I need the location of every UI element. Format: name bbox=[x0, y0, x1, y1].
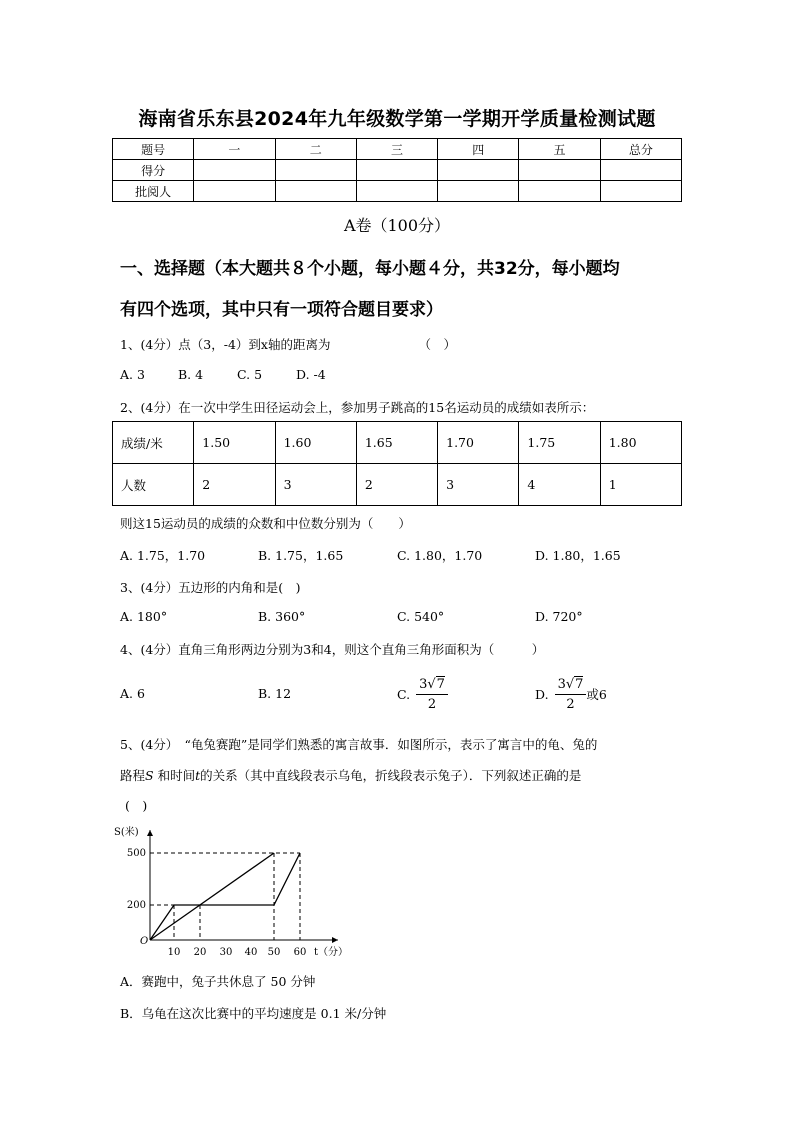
origin-label: O bbox=[140, 936, 149, 947]
part1-heading-line2: 有四个选项，其中只有一项符合题目要求） bbox=[120, 300, 443, 320]
q2-data-table bbox=[112, 421, 682, 506]
q3-option-a: A. 180° bbox=[120, 609, 168, 624]
score-cell bbox=[600, 160, 681, 181]
q4-option-c-label: C. bbox=[397, 686, 411, 702]
q4-option-a: A. 6 bbox=[120, 686, 145, 701]
score-cell bbox=[600, 181, 681, 202]
score-cell: 四 bbox=[438, 139, 519, 160]
q4-option-b: B. 12 bbox=[258, 686, 292, 701]
table-row bbox=[113, 464, 682, 506]
score-cell bbox=[275, 181, 356, 202]
q5-answer-paren: ( ) bbox=[125, 798, 148, 813]
q2-option-d: D. 1.80，1.65 bbox=[535, 548, 621, 563]
score-table bbox=[112, 138, 682, 202]
q4-frac-radicand: 7 bbox=[436, 676, 445, 692]
table-cell: 2 bbox=[194, 464, 275, 506]
table-cell: 1.60 bbox=[275, 422, 356, 464]
q4-option-d-fraction bbox=[555, 677, 587, 712]
table-cell: 1 bbox=[600, 464, 681, 506]
score-cell: 总分 bbox=[600, 139, 681, 160]
q1-option-d: D. -4 bbox=[296, 367, 326, 382]
q1-option-c: C. 5 bbox=[237, 367, 263, 382]
sqrt-icon: √ bbox=[427, 676, 436, 692]
q4-frac-coef: 3 bbox=[557, 676, 566, 692]
q4-frac-den: 2 bbox=[427, 696, 437, 712]
score-table-row bbox=[113, 139, 682, 160]
table-cell: 成绩/米 bbox=[113, 422, 194, 464]
score-cell: 五 bbox=[519, 139, 600, 160]
score-cell bbox=[438, 181, 519, 202]
table-cell: 3 bbox=[438, 464, 519, 506]
score-cell bbox=[275, 160, 356, 181]
score-cell: 一 bbox=[194, 139, 275, 160]
sqrt-icon: √ bbox=[565, 676, 575, 692]
q5-graph bbox=[110, 822, 370, 964]
q4-option-d-label: D. bbox=[535, 686, 549, 702]
q1-stem-line bbox=[120, 335, 690, 353]
q5-var-t: t bbox=[195, 768, 201, 783]
score-cell bbox=[356, 160, 437, 181]
x-tick-label: 40 bbox=[244, 947, 258, 958]
x-tick-label: 20 bbox=[193, 947, 207, 958]
q3-option-d: D. 720° bbox=[535, 609, 583, 624]
score-cell bbox=[194, 181, 275, 202]
q2-option-c: C. 1.80，1.70 bbox=[397, 548, 483, 563]
q5-line2 bbox=[120, 766, 690, 784]
q4-option-c-fraction bbox=[416, 677, 448, 712]
y-tick-label: 500 bbox=[126, 848, 146, 859]
exam-title: 海南省乐东县2024年九年级数学第一学期开学质量检测试题 bbox=[138, 108, 656, 130]
table-cell: 1.80 bbox=[600, 422, 681, 464]
table-cell: 3 bbox=[275, 464, 356, 506]
q5-line1: 5、(4分） “龟兔赛跑”是同学们熟悉的寓言故事．如图所示，表示了寓言中的龟、兔的 bbox=[120, 737, 598, 752]
q3-option-b: B. 360° bbox=[258, 609, 306, 624]
q5-line2-a: 路程 bbox=[120, 768, 146, 783]
q2-question: 则这15运动员的成绩的众数和中位数分别为（ ） bbox=[120, 516, 411, 531]
rabbit-line bbox=[150, 853, 300, 940]
q1-stem: 1、(4分）点（3，-4）到x轴的距离为 bbox=[120, 337, 331, 352]
score-cell: 题号 bbox=[113, 139, 194, 160]
q4-option-d-suffix: 或6 bbox=[586, 687, 607, 702]
table-row bbox=[113, 422, 682, 464]
q4-stem: 4、(4分）直角三角形两边分别为3和4，则这个直角三角形面积为（ ） bbox=[120, 642, 545, 657]
q4-frac-coef: 3 bbox=[419, 676, 428, 692]
score-table-row bbox=[113, 181, 682, 202]
q1-option-a: A. 3 bbox=[120, 367, 145, 382]
q5-var-s: S bbox=[145, 768, 154, 783]
table-cell: 1.50 bbox=[194, 422, 275, 464]
y-axis-label: S(米) bbox=[114, 827, 139, 838]
score-cell: 得分 bbox=[113, 160, 194, 181]
x-axis-label: t（分） bbox=[314, 947, 349, 958]
q3-stem: 3、(4分）五边形的内角和是( ) bbox=[120, 580, 301, 595]
score-table-row bbox=[113, 160, 682, 181]
table-cell: 1.75 bbox=[519, 422, 600, 464]
q2-option-b: B. 1.75，1.65 bbox=[258, 548, 344, 563]
table-cell: 4 bbox=[519, 464, 600, 506]
q4-option-d bbox=[535, 672, 607, 716]
q4-frac-den: 2 bbox=[566, 696, 575, 712]
score-cell bbox=[356, 181, 437, 202]
q5-line2-b: 和时间 bbox=[157, 768, 196, 783]
table-cell: 人数 bbox=[113, 464, 194, 506]
score-cell bbox=[519, 181, 600, 202]
guide-lines bbox=[150, 853, 300, 940]
section-a-title: A卷（100分） bbox=[343, 216, 451, 235]
q1-answer-paren: （ ） bbox=[418, 337, 456, 352]
tortoise-line bbox=[150, 853, 274, 940]
score-cell: 三 bbox=[356, 139, 437, 160]
q2-option-a: A. 1.75，1.70 bbox=[120, 548, 206, 563]
q2-stem: 2、(4分）在一次中学生田径运动会上，参加男子跳高的15名运动员的成绩如表所示： bbox=[120, 400, 595, 415]
x-tick-label: 30 bbox=[219, 947, 233, 958]
q3-option-c: C. 540° bbox=[397, 609, 445, 624]
q4-option-c bbox=[397, 672, 448, 716]
q4-frac-radicand: 7 bbox=[575, 676, 584, 692]
table-cell: 2 bbox=[356, 464, 437, 506]
y-tick-label: 200 bbox=[126, 900, 146, 911]
score-cell: 批阅人 bbox=[113, 181, 194, 202]
table-cell: 1.65 bbox=[356, 422, 437, 464]
score-cell bbox=[194, 160, 275, 181]
score-cell bbox=[519, 160, 600, 181]
part1-heading-line1: 一、选择题（本大题共８个小题，每小题４分，共32分，每小题均 bbox=[120, 259, 620, 279]
x-tick-label: 10 bbox=[167, 947, 181, 958]
q5-option-a: A．赛跑中，兔子共休息了 50 分钟 bbox=[120, 974, 316, 989]
q5-option-b: B．乌龟在这次比赛中的平均速度是 0.1 米/分钟 bbox=[120, 1006, 387, 1021]
table-cell: 1.70 bbox=[438, 422, 519, 464]
q5-line2-c: 的关系（其中直线段表示乌龟，折线段表示兔子）．下列叙述正确的是 bbox=[200, 768, 582, 783]
score-cell bbox=[438, 160, 519, 181]
score-cell: 二 bbox=[275, 139, 356, 160]
q1-option-b: B. 4 bbox=[178, 367, 204, 382]
x-tick-label: 60 bbox=[293, 947, 307, 958]
x-tick-label: 50 bbox=[267, 947, 281, 958]
